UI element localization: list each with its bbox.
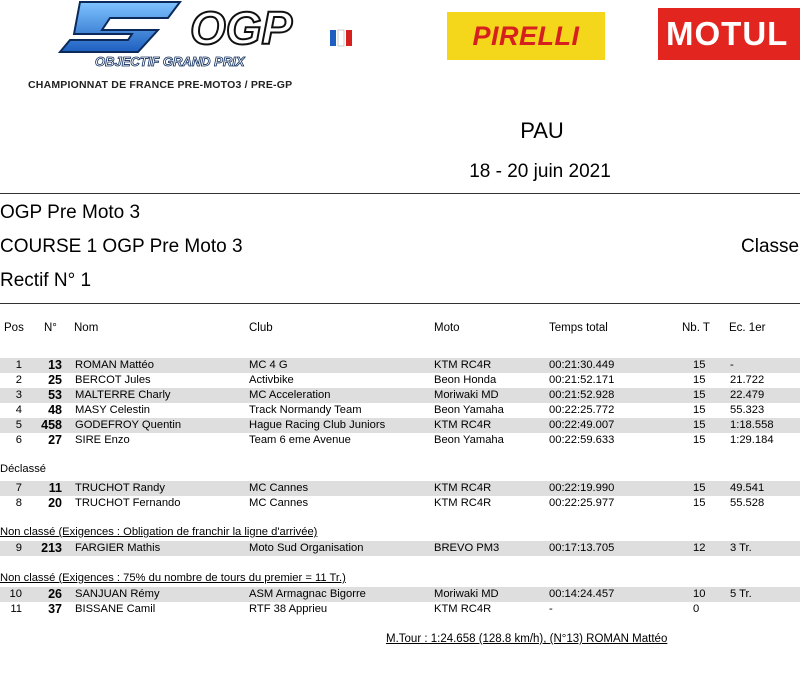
cell-name: BISSANE Camil	[75, 603, 156, 615]
classification-title: Classe	[741, 236, 800, 257]
col-header-moto: Moto	[434, 322, 460, 334]
cell-moto: BREVO PM3	[434, 542, 500, 554]
motul-logo: MOTUL	[658, 8, 800, 60]
cell-club: MC Cannes	[249, 497, 309, 509]
cell-moto: Beon Yamaha	[434, 404, 504, 416]
cell-club: RTF 38 Apprieu	[249, 603, 328, 615]
cell-gap: 22.479	[730, 389, 765, 401]
cell-club: MC 4 G	[249, 359, 288, 371]
cell-time: 00:21:30.449	[549, 359, 615, 371]
cell-club: Hague Racing Club Juniors	[249, 419, 386, 431]
cell-moto: KTM RC4R	[434, 482, 492, 494]
cell-laps: 0	[693, 603, 700, 615]
cell-club: Activbike	[249, 374, 294, 386]
cell-moto: Beon Yamaha	[434, 434, 504, 446]
cell-pos: 8	[15, 497, 22, 509]
venue: PAU	[520, 118, 564, 143]
table-row	[0, 481, 800, 496]
divider	[0, 193, 800, 194]
cell-moto: Beon Honda	[434, 374, 497, 386]
cell-num: 458	[41, 418, 62, 432]
table-row	[0, 602, 800, 617]
cell-pos: 5	[15, 419, 22, 431]
cell-name: FARGIER Mathis	[75, 542, 161, 554]
cell-moto: KTM RC4R	[434, 359, 492, 371]
cell-club: Moto Sud Organisation	[249, 542, 364, 554]
cell-club: ASM Armagnac Bigorre	[249, 588, 366, 600]
cell-laps: 10	[693, 588, 706, 600]
cell-pos: 1	[15, 359, 22, 371]
cell-name: SANJUAN Rémy	[75, 588, 160, 600]
col-header-name: Nom	[74, 322, 99, 334]
cell-club: Team 6 eme Avenue	[249, 434, 351, 446]
cell-laps: 15	[693, 419, 706, 431]
col-header-pos: Pos	[4, 322, 24, 334]
cell-pos: 9	[15, 542, 22, 554]
cell-pos: 3	[15, 389, 22, 401]
category-title: OGP Pre Moto 3	[0, 202, 141, 223]
cell-gap: 3 Tr.	[730, 542, 752, 554]
table-row	[0, 433, 800, 448]
cell-laps: 15	[693, 374, 706, 386]
cell-club: Track Normandy Team	[249, 404, 362, 416]
cell-num: 11	[48, 481, 62, 495]
event-dates: 18 - 20 juin 2021	[469, 161, 611, 182]
cell-time: 00:22:25.977	[549, 497, 615, 509]
cell-num: 53	[48, 388, 62, 402]
cell-gap: 1:18.558	[730, 419, 774, 431]
cell-name: TRUCHOT Fernando	[75, 497, 181, 509]
table-row	[0, 373, 800, 388]
cell-time: 00:22:25.772	[549, 404, 615, 416]
cell-moto: KTM RC4R	[434, 419, 492, 431]
cell-moto: KTM RC4R	[434, 603, 492, 615]
svg-text:OGP: OGP	[190, 2, 293, 54]
cell-club: MC Acceleration	[249, 389, 331, 401]
table-row	[0, 403, 800, 418]
cell-laps: 15	[693, 482, 706, 494]
cell-name: GODEFROY Quentin	[75, 419, 182, 431]
table-row	[0, 541, 800, 556]
cell-time: 00:14:24.457	[549, 588, 615, 600]
cell-num: 27	[48, 433, 62, 447]
svg-text:OBJECTIF GRAND PRIX: OBJECTIF GRAND PRIX	[95, 54, 245, 69]
cell-moto: Moriwaki MD	[434, 588, 499, 600]
cell-gap: 1:29.184	[730, 434, 774, 446]
cell-name: TRUCHOT Randy	[75, 482, 165, 494]
cell-pos: 11	[10, 603, 22, 615]
championship-title: CHAMPIONNAT DE FRANCE PRE-MOTO3 / PRE-GP	[28, 79, 293, 91]
cell-name: MALTERRE Charly	[75, 389, 171, 401]
cell-club: MC Cannes	[249, 482, 309, 494]
table-row	[0, 587, 800, 602]
cell-time: 00:21:52.171	[549, 374, 615, 386]
col-header-club: Club	[249, 322, 273, 334]
cell-num: 25	[48, 373, 62, 387]
table-row	[0, 388, 800, 403]
best-lap: M.Tour : 1:24.658 (128.8 km/h), (N°13) ROMAN Mattéo	[386, 633, 668, 645]
cell-name: ROMAN Mattéo	[75, 359, 154, 371]
cell-pos: 10	[9, 588, 22, 600]
table-row	[0, 496, 800, 511]
cell-num: 26	[48, 587, 62, 601]
cell-pos: 7	[15, 482, 22, 494]
cell-gap: 21.722	[730, 374, 765, 386]
section-label-non-classe-laps: Non classé (Exigences : 75% du nombre de tours du premier = 11 Tr.)	[0, 572, 346, 584]
cell-laps: 15	[693, 434, 706, 446]
table-row	[0, 418, 800, 433]
cell-num: 37	[48, 602, 62, 616]
cell-num: 13	[48, 358, 62, 372]
cell-laps: 12	[693, 542, 706, 554]
col-header-num: N°	[44, 322, 57, 334]
cell-gap: 49.541	[730, 482, 765, 494]
cell-gap: 55.528	[730, 497, 765, 509]
cell-gap: 5 Tr.	[730, 588, 752, 600]
cell-laps: 15	[693, 404, 706, 416]
cell-laps: 15	[693, 359, 706, 371]
cell-time: 00:22:49.007	[549, 419, 615, 431]
cell-name: BERCOT Jules	[75, 374, 151, 386]
cell-gap: -	[730, 359, 734, 371]
cell-time: 00:21:52.928	[549, 389, 615, 401]
cell-moto: KTM RC4R	[434, 497, 492, 509]
cell-name: SIRE Enzo	[75, 434, 130, 446]
cell-laps: 15	[693, 389, 706, 401]
cell-time: 00:22:59.633	[549, 434, 615, 446]
col-header-gap: Ec. 1er	[729, 322, 766, 334]
ogp-logo	[40, 0, 370, 70]
race-title: COURSE 1 OGP Pre Moto 3	[0, 236, 243, 257]
cell-num: 20	[48, 496, 62, 510]
cell-laps: 15	[693, 497, 706, 509]
cell-pos: 2	[15, 374, 22, 386]
divider	[0, 303, 800, 304]
table-row	[0, 358, 800, 373]
cell-pos: 4	[15, 404, 22, 416]
cell-gap: 55.323	[730, 404, 765, 416]
cell-time: 00:17:13.705	[549, 542, 615, 554]
cell-pos: 6	[15, 434, 22, 446]
cell-name: MASY Celestin	[75, 404, 151, 416]
col-header-time: Temps total	[549, 322, 608, 334]
section-label-non-classe-finish: Non classé (Exigences : Obligation de franchir la ligne d'arrivée)	[0, 526, 318, 538]
rectif-title: Rectif N° 1	[0, 270, 92, 291]
cell-num: 213	[41, 541, 62, 555]
cell-time: 00:22:19.990	[549, 482, 615, 494]
section-label-declasse: Déclassé	[0, 463, 47, 475]
cell-time: -	[549, 603, 553, 615]
col-header-laps: Nb. T	[682, 322, 710, 334]
cell-moto: Moriwaki MD	[434, 389, 499, 401]
cell-num: 48	[48, 403, 62, 417]
pirelli-logo: PIRELLI	[447, 12, 605, 60]
